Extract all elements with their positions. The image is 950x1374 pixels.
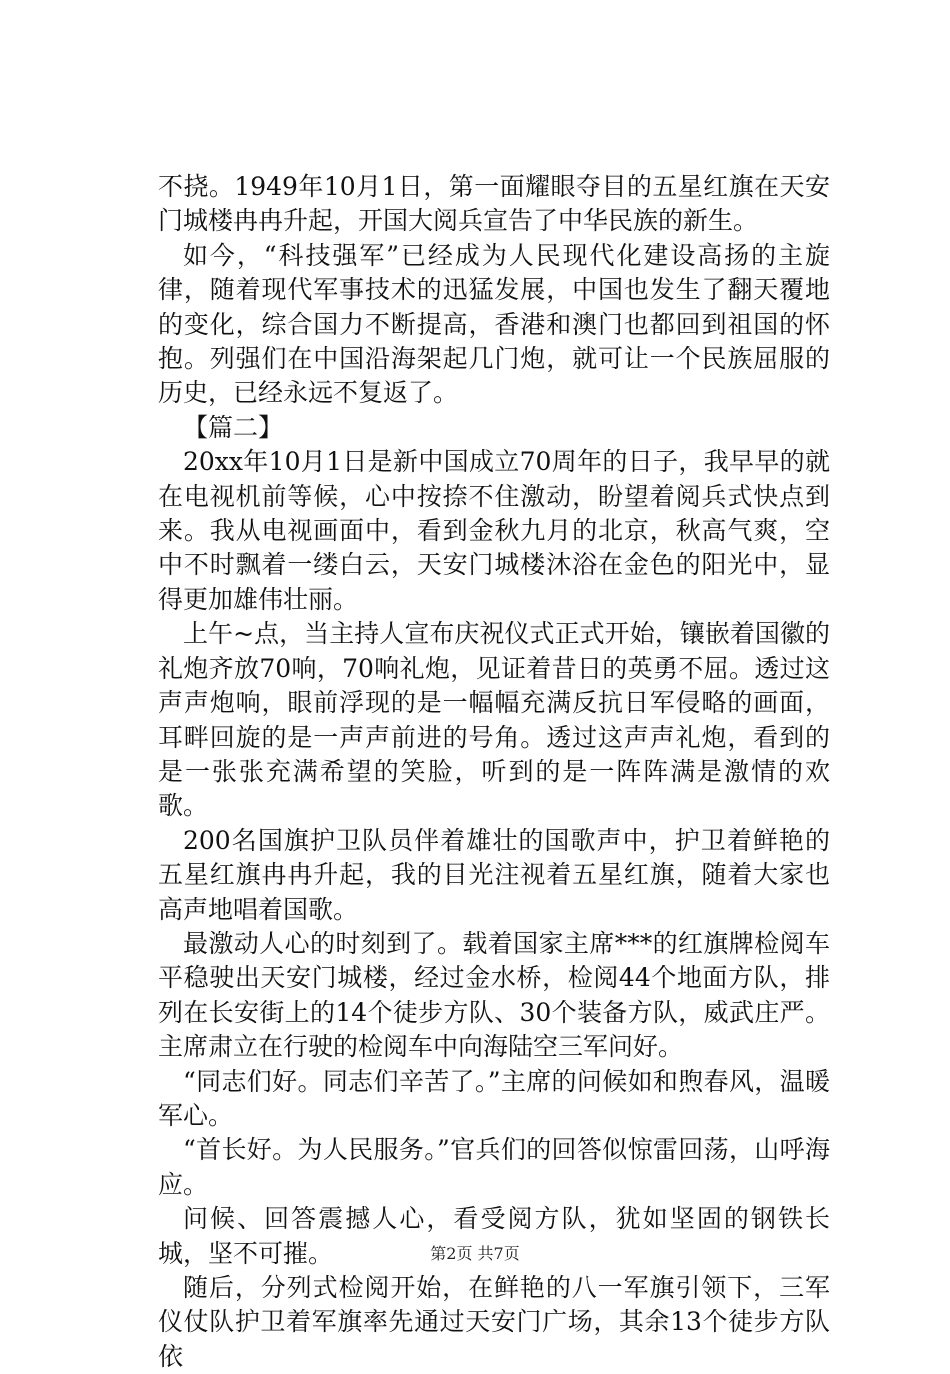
paragraph-9: 问候、回答震撼人心，看受阅方队，犹如坚固的钢铁长城，坚不可摧。: [158, 1204, 830, 1268]
paragraph-7: “同志们好。同志们辛苦了。”主席的问候如和煦春风，温暖军心。: [158, 1066, 830, 1130]
paragraph-2: 如今，“科技强军”已经成为人民现代化建设高扬的主旋律，随着现代军事技术的迅猛发展，中国也发生了翻天覆地的变化，综合国力不断提高，香港和澳门也都回到祖国的怀抱。列强们在中国沿海架起几门炮，就可让一个民族屈服的历史，已经永远不复返了。: [158, 240, 830, 408]
page-footer: [0, 1244, 950, 1264]
paragraph-1: 不挠。1949年10月1日，第一面耀眼夺目的五星红旗在天安门城楼冉冉升起，开国大阅兵宣告了中华民族的新生。: [158, 172, 830, 236]
paragraph-8: “首长好。为人民服务。”官兵们的回答似惊雷回荡，山呼海应。: [158, 1135, 830, 1199]
paragraph-6: 最激动人心的时刻到了。载着国家主席***的红旗牌检阅车平稳驶出天安门城楼，经过金水桥，检阅44个地面方队，排列在长安街上的14个徒步方队、30个装备方队，威武庄严。主席肃立在行驶的检阅车中向海陆空三军问好。: [158, 928, 830, 1062]
section-heading: 【篇二】: [183, 412, 284, 442]
paragraph-3: 20xx年10月1日是新中国成立70周年的日子，我早早的就在电视机前等候，心中按捺不住激动，盼望着阅兵式快点到来。我从电视画面中，看到金秋九月的北京，秋高气爽，空中不时飘着一缕白云，天安门城楼沐浴在金色的阳光中，显得更加雄伟壮丽。: [158, 447, 830, 614]
page-total: 共7页: [477, 1244, 520, 1263]
paragraph-5: 200名国旗护卫队员伴着雄壮的国歌声中，护卫着鲜艳的五星红旗冉冉升起，我的目光注视着五星红旗，随着大家也高声地唱着国歌。: [158, 825, 830, 924]
paragraph-10: 随后，分列式检阅开始，在鲜艳的八一军旗引领下，三军仪仗队护卫着军旗率先通过天安门广场，其余13个徒步方队依: [158, 1273, 830, 1371]
page-number: 第2页: [430, 1244, 473, 1263]
paragraph-4: 上午~点，当主持人宣布庆祝仪式正式开始，镶嵌着国徽的礼炮齐放70响，70响礼炮，见证着昔日的英勇不屈。透过这声声炮响，眼前浮现的是一幅幅充满反抗日军侵略的画面，耳畔回旋的是一声声前进的号角。透过这声声礼炮，看到的是一张张充满希望的笑脸，听到的是一阵阵满是激情的欢歌。: [158, 619, 830, 821]
document-body: [158, 170, 830, 1374]
